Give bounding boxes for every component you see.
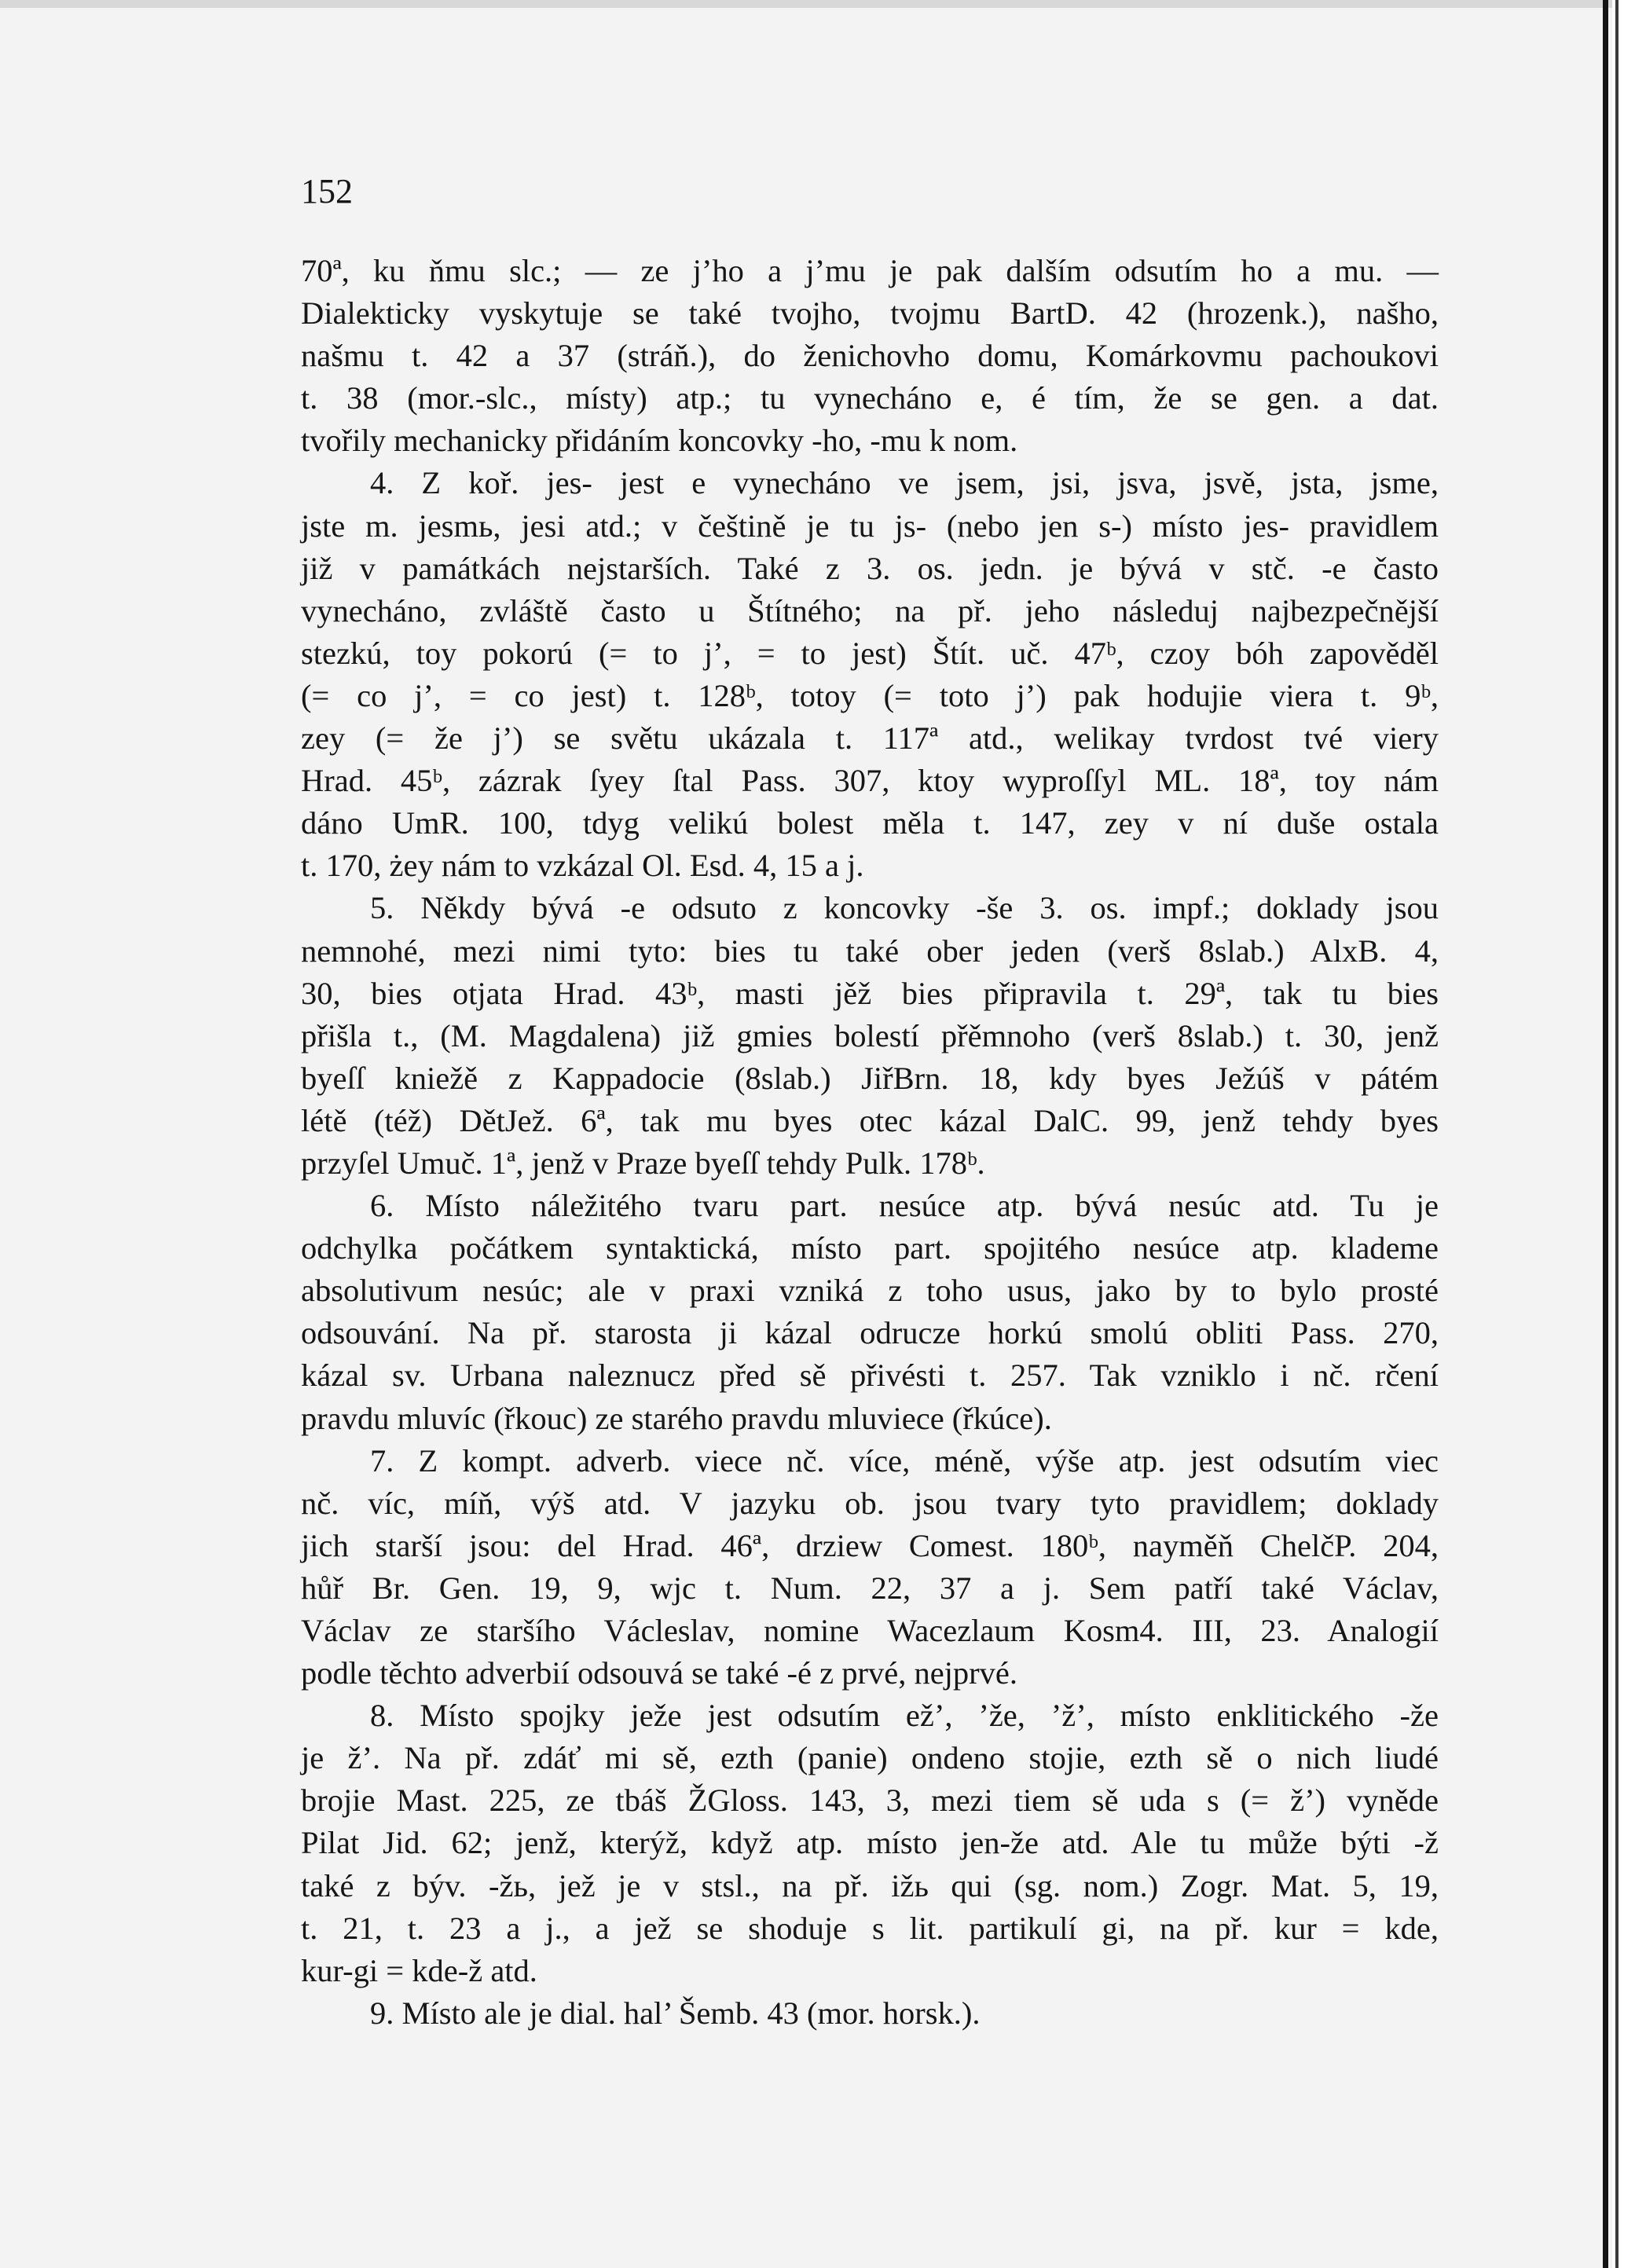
text-line: 70ª, ku ňmu slc.; — ze j’ho a j’mu je pak dalším odsutím ho a mu. —: [301, 253, 1439, 288]
text-line: brojie Mast. 225, ze tbáš ŽGloss. 143, 3, mezi tiem sě uda s (= ž’) vyněde: [301, 1783, 1439, 1819]
paragraph-start-7: 7. Z kompt. adverb. viece nč. více, méně, výše atp. jest odsutím viec: [370, 1442, 1439, 1478]
paragraph-start-5: 5. Někdy bývá -e odsuto z koncovky -še 3. os. impf.; doklady jsou: [370, 890, 1439, 926]
text-line: nemnohé, mezi nimi tyto: bies tu také ober jeden (verš 8slab.) AlxB. 4,: [301, 932, 1439, 969]
text-line: odchylka počátkem syntaktická, místo part. spojitého nesúce atp. klademe: [301, 1230, 1439, 1266]
text-line: przyſel Umuč. 1ª, jenž v Praze byeſſ tehdy Pulk. 178ᵇ.: [301, 1145, 985, 1181]
text-line: Václav ze staršího Václeslav, nomine Wacezlaum Kosm4. III, 23. Analogií: [301, 1613, 1439, 1648]
page-number: 152: [301, 172, 353, 211]
paragraph-start-6: 6. Místo náležitého tvaru part. nesúce atp. bývá nesúc atd. Tu je: [370, 1188, 1439, 1224]
text-line: Pilat Jid. 62; jenž, kterýž, když atp. místo jen-že atd. Ale tu může býti -ž: [301, 1825, 1439, 1861]
text-line: t. 38 (mor.-slc., místy) atp.; tu vynecháno e, é tím, že se gen. a dat.: [301, 380, 1439, 416]
text-line: jich starší jsou: del Hrad. 46ª, drziew Comest. 180ᵇ, nayměň ChelčP. 204,: [301, 1527, 1439, 1563]
text-line: létě (též) DětJež. 6ª, tak mu byes otec kázal DalC. 99, jenž tehdy byes: [301, 1102, 1439, 1138]
text-line: (= co j’, = co jest) t. 128ᵇ, totoy (= toto j’) pak hodujie viera t. 9ᵇ,: [301, 677, 1439, 713]
text-line: jste m. jesmь, jesi atd.; v češtině je tu js- (nebo jen s-) místo jes- pravidlem: [301, 507, 1439, 544]
text-line: vynecháno, zvláště často u Štítného; na př. jeho následuj najbezpečnější: [301, 592, 1439, 628]
text-line: našmu t. 42 a 37 (stráň.), do ženichovho domu, Komárkovmu pachoukovi: [301, 338, 1439, 374]
body-text: [301, 250, 1439, 2035]
text-line: 30, bies otjata Hrad. 43ᵇ, masti jěž bies připravila t. 29ª, tak tu bies: [301, 975, 1439, 1011]
text-line: Dialekticky vyskytuje se také tvojho, tvojmu BartD. 42 (hrozenk.), našho,: [301, 295, 1439, 332]
text-line: pravdu mluvíc (řkouc) ze starého pravdu mluviece (řkúce).: [301, 1400, 1052, 1436]
text-line: nč. víc, míň, výš atd. V jazyku ob. jsou tvary tyto pravidlem; doklady: [301, 1485, 1439, 1521]
scan-edge-bar: [1603, 0, 1608, 2268]
paragraph-start-9: 9. Místo ale je dial. hal’ Šemb. 43 (mor. horsk.).: [370, 1995, 981, 2031]
text-line: zey (= že j’) se světu ukázala t. 117ª atd., welikay tvrdost tvé viery: [301, 720, 1439, 757]
paragraph-start-4: 4. Z koř. jes- jest e vynecháno ve jsem, jsi, jsva, jsvě, jsta, jsme,: [370, 465, 1439, 501]
text-line: podle těchto adverbií odsouvá se také -é z prvé, nejprvé.: [301, 1655, 1018, 1691]
text-line: přišla t., (M. Magdalena) již gmies bolestí přěmnoho (verš 8slab.) t. 30, jenž: [301, 1017, 1439, 1053]
text-line: t. 170, żey nám to vzkázal Ol. Esd. 4, 15 a j.: [301, 848, 864, 884]
text-line: hůř Br. Gen. 19, 9, wjc t. Num. 22, 37 a j. Sem patří také Václav,: [301, 1570, 1439, 1606]
page-top-edge: [0, 0, 1612, 8]
text-line: kur-gi = kde-ž atd.: [301, 1952, 537, 1988]
text-line: stezkú, toy pokorú (= to j’, = to jest) Štít. uč. 47ᵇ, czoy bóh zapověděl: [301, 635, 1439, 671]
scan-edge-bar: [1615, 0, 1619, 2268]
paragraph-start-8: 8. Místo spojky ježe jest odsutím ež’, ’že, ’ž’, místo enklitického -že: [370, 1698, 1439, 1734]
text-line: již v památkách nejstarších. Také z 3. os. jedn. je bývá v stč. -e často: [301, 550, 1439, 586]
text-line: je ž’. Na př. zdáť mi sě, ezth (panie) ondeno stojie, ezth sě o nich liudé: [301, 1740, 1439, 1776]
text-line: také z býv. -žь, jež je v stsl., na př. ižь qui (sg. nom.) Zogr. Mat. 5, 19,: [301, 1867, 1439, 1903]
text-line: dáno UmR. 100, tdyg velikú bolest měla t. 147, zey v ní duše ostala: [301, 805, 1439, 841]
text-line: absolutivum nesúc; ale v praxi vzniká z toho usus, jako by to bylo prosté: [301, 1273, 1439, 1309]
text-line: Hrad. 45ᵇ, zázrak ſyey ſtal Pass. 307, ktoy wyproſſyl ML. 18ª, toy nám: [301, 763, 1439, 799]
text-line: t. 21, t. 23 a j., a jež se shoduje s lit. partikulí gi, na př. kur = kde,: [301, 1910, 1439, 1946]
text-line: odsouvání. Na př. starosta ji kázal odrucze horkú smolú obliti Pass. 270,: [301, 1315, 1439, 1351]
text-line: byeſſ kniežě z Kappadocie (8slab.) JiřBrn. 18, kdy byes Ježúš v pátém: [301, 1060, 1439, 1096]
text-line: tvořily mechanicky přidáním koncovky -ho, -mu k nom.: [301, 423, 1018, 459]
text-line: kázal sv. Urbana naleznucz před sě přivésti t. 257. Tak vzniklo i nč. rčení: [301, 1358, 1439, 1394]
